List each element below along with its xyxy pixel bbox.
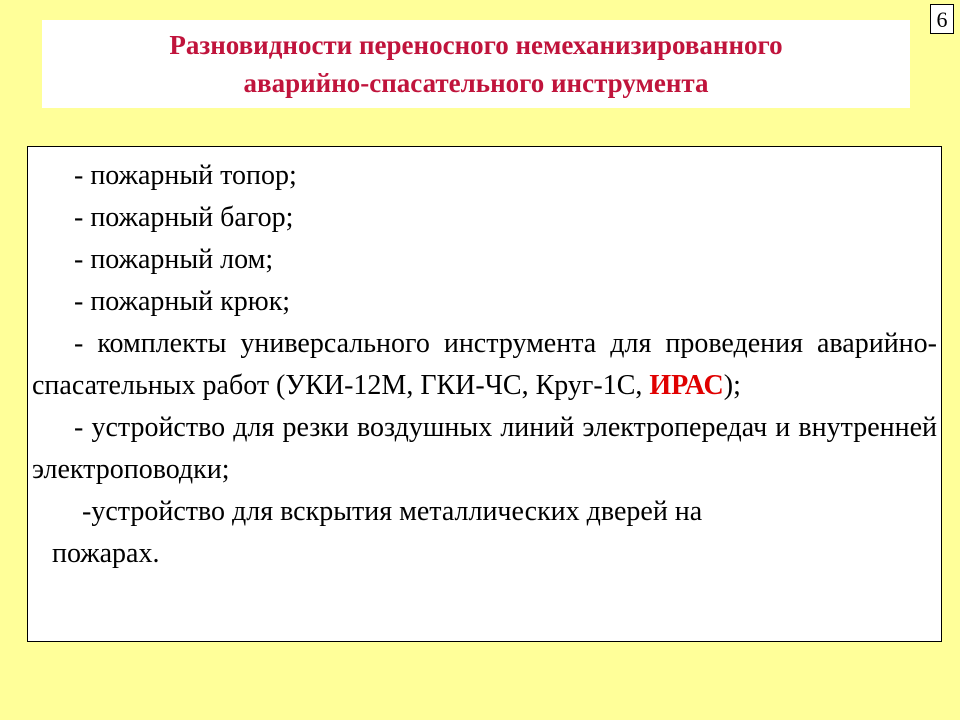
slide-title	[42, 20, 910, 108]
door-device-line-1: -устройство для вскрытия металлических дверей на	[82, 496, 703, 527]
tool-kits-highlight: ИРАС	[649, 370, 724, 401]
title-line-2: аварийно-спасательного инструмента	[243, 68, 709, 98]
list-item-hook: - пожарный крюк;	[74, 286, 291, 317]
list-item-hook-pole: - пожарный багор;	[74, 202, 294, 233]
tool-kits-tail: );	[723, 370, 741, 401]
tool-kits-text: - комплекты универсального инструмента для проведения аварийно-спасательных работ (УКИ-12М, ГКИ-ЧС, Круг-1С,	[32, 328, 937, 401]
list-item-door-device	[32, 491, 937, 575]
list-item-crowbar: - пожарный лом;	[74, 244, 274, 275]
title-line-1: Разновидности переносного немеханизированного	[169, 30, 783, 60]
list-item-axe: - пожарный топор;	[74, 160, 297, 191]
list-item-cutting-device: - устройство для резки воздушных линий электропередач и внутренней электроповодки;	[32, 412, 937, 485]
slide-number: 6	[930, 4, 954, 34]
door-device-line-2: пожарах.	[52, 538, 160, 569]
list-item-tool-kits	[32, 323, 937, 407]
content-box	[27, 146, 942, 642]
